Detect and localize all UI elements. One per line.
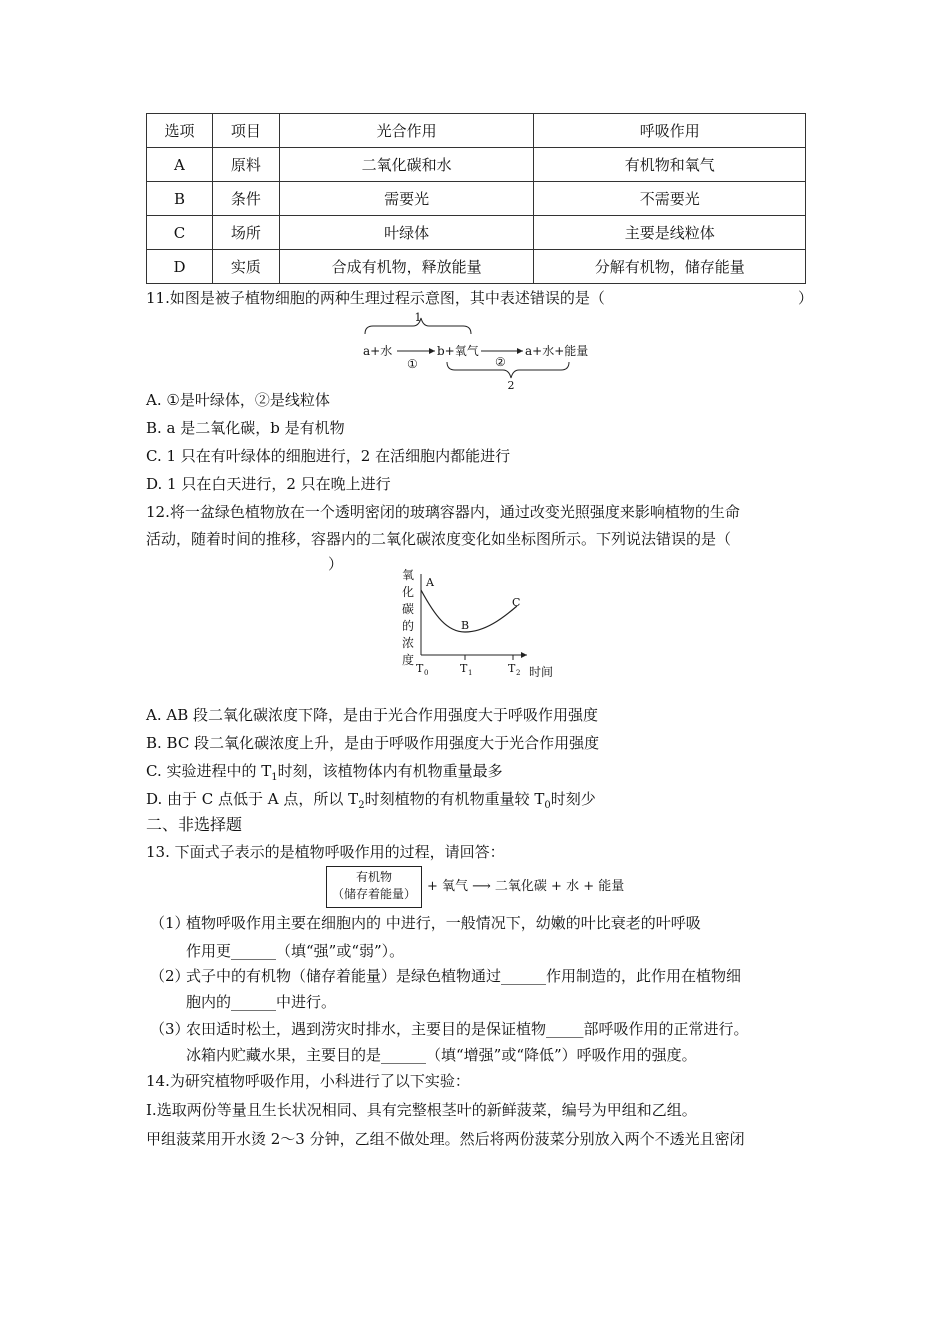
ylabel-char: 浓 — [402, 636, 415, 650]
left-term: a+水 — [363, 344, 393, 358]
q14-step1: Ⅰ.选取两份等量且生长状况相同、具有完整根茎叶的新鲜菠菜，编号为甲组和乙组。 — [146, 1101, 697, 1119]
q11-process-diagram — [355, 310, 595, 392]
table-row — [147, 182, 806, 216]
table-cell: 有机物和氧气 — [534, 148, 806, 182]
table-cell: 场所 — [212, 216, 279, 250]
table-header-row — [147, 114, 806, 148]
q11-option-c: C. 1 只在有叶绿体的细胞进行，2 在活细胞内都能进行 — [146, 447, 511, 465]
point-a-label: A — [426, 576, 434, 589]
tick-label-t0-sub: 0 — [424, 669, 429, 677]
table-cell: D — [147, 250, 213, 284]
equation-box — [326, 866, 422, 908]
q12-option-d-sub: 2 — [358, 800, 365, 811]
q12-option-d-pre: D. 由于 C 点低于 A 点，所以 T — [146, 790, 359, 808]
q13-sub2-line2: 胞内的______中进行。 — [186, 993, 337, 1011]
q11-option-d: D. 1 只在白天进行，2 只在晚上进行 — [146, 475, 391, 493]
q13-sub1-line2: 作用更______（填“强”或“弱”）。 — [186, 942, 405, 960]
table-row — [147, 216, 806, 250]
table-cell: C — [147, 216, 213, 250]
q12-option-b: B. BC 段二氧化碳浓度上升，是由于呼吸作用强度大于光合作用强度 — [146, 734, 600, 752]
q13-sub1-num: （1） — [150, 914, 190, 932]
q11-stem: 11.如图是被子植物细胞的两种生理过程示意图，其中表述错误的是（ — [146, 289, 605, 307]
table-cell: 需要光 — [279, 182, 534, 216]
brace-2 — [447, 362, 569, 378]
mid-term: b+氧气 — [437, 344, 479, 358]
q12-option-d — [146, 789, 596, 816]
comparison-table — [146, 113, 806, 284]
co2-graph — [395, 566, 570, 684]
equation-rest: + 氧气 ⟶ 二氧化碳 + 水 + 能量 — [427, 879, 625, 894]
tick-label-t2: T — [508, 662, 516, 675]
table-header: 呼吸作用 — [534, 114, 806, 148]
q12-option-c-sub: 1 — [271, 772, 278, 783]
q11-option-b: B. a 是二氧化碳，b 是有机物 — [146, 419, 345, 437]
table-row — [147, 148, 806, 182]
table-header: 光合作用 — [279, 114, 534, 148]
q12-option-c-pre: C. 实验进程中的 T — [146, 762, 272, 780]
arrow-2-head — [517, 348, 523, 354]
q13-sub3-line1: 农田适时松土，遇到涝灾时排水，主要目的是保证植物_____部呼吸作用的正常进行。 — [186, 1020, 749, 1038]
ylabel-char: 碳 — [402, 602, 415, 616]
q13-sub2-line1: 式子中的有机物（储存着能量）是绿色植物通过______作用制造的，此作用在植物细 — [186, 967, 742, 985]
table-header: 项目 — [212, 114, 279, 148]
q12-option-d-sub2: 0 — [544, 800, 551, 811]
tick-label-t1: T — [460, 662, 468, 675]
ylabel-char: 的 — [402, 619, 415, 633]
label-2: 2 — [507, 379, 515, 392]
right-term: a+水+能量 — [525, 344, 589, 358]
table-cell: 二氧化碳和水 — [279, 148, 534, 182]
q12-stem-line2: 活动，随着时间的推移，容器内的二氧化碳浓度变化如坐标图所示。下列说法错误的是（ — [146, 530, 732, 548]
table-cell: 原料 — [212, 148, 279, 182]
arrow-2-label: ② — [495, 355, 506, 369]
table-cell: A — [147, 148, 213, 182]
equation-box-line1: 有机物 — [355, 870, 392, 884]
table-cell: 分解有机物，储存能量 — [534, 250, 806, 284]
table-cell: 主要是线粒体 — [534, 216, 806, 250]
equation-box-line2: （储存着能量） — [331, 887, 416, 901]
q13-sub2-num: （2） — [150, 967, 190, 985]
table-header: 选项 — [147, 114, 213, 148]
table-cell: 实质 — [212, 250, 279, 284]
point-b-label: B — [461, 619, 470, 632]
table-cell: B — [147, 182, 213, 216]
point-c-label: C — [512, 596, 521, 609]
section-heading: 二、非选择题 — [146, 815, 243, 834]
q13-sub1-line1: 植物呼吸作用主要在细胞内的 中进行，一般情况下，幼嫩的叶比衰老的叶呼吸 — [186, 914, 701, 932]
q12-option-d-post: 时刻少 — [550, 790, 596, 808]
x-axis-arrow — [521, 652, 527, 658]
x-axis-label: 时间 — [529, 665, 554, 679]
table-cell: 不需要光 — [534, 182, 806, 216]
q11-paren-close: ） — [798, 289, 814, 307]
q14-stem: 14.为研究植物呼吸作用，小科进行了以下实验： — [146, 1072, 470, 1090]
q12-option-d-mid: 时刻植物的有机物重量较 T — [364, 790, 545, 808]
q12-stem-line1: 12.将一盆绿色植物放在一个透明密闭的玻璃容器内，通过改变光照强度来影响植物的生命 — [146, 503, 740, 521]
q13-stem: 13. 下面式子表示的是植物呼吸作用的过程，请回答： — [146, 843, 505, 861]
table-cell: 合成有机物，释放能量 — [279, 250, 534, 284]
tick-label-t1-sub: 1 — [468, 669, 473, 677]
tick-label-t2-sub: 2 — [516, 669, 521, 677]
ylabel-char: 氧 — [402, 568, 415, 582]
q13-sub3-line2: 冰箱内贮藏水果，主要目的是______（填“增强”或“降低”）呼吸作用的强度。 — [186, 1046, 697, 1064]
ylabel-char: 度 — [402, 653, 415, 667]
tick-label-t0: T — [416, 662, 424, 675]
q13-sub3-num: （3） — [150, 1020, 190, 1038]
table-row — [147, 250, 806, 284]
q12-option-a: A. AB 段二氧化碳浓度下降，是由于光合作用强度大于呼吸作用强度 — [146, 706, 598, 724]
q12-option-c-post: 时刻，该植物体内有机物重量最多 — [277, 762, 503, 780]
table-cell: 叶绿体 — [279, 216, 534, 250]
q12-stem-line3: ） — [328, 555, 344, 573]
ylabel-char: 化 — [402, 585, 415, 599]
arrow-1-head — [429, 348, 435, 354]
label-1: 1 — [414, 311, 422, 324]
q11-option-a: A. ①是叶绿体，②是线粒体 — [146, 391, 330, 409]
table-cell: 条件 — [212, 182, 279, 216]
arrow-1-label: ① — [407, 357, 418, 371]
q14-step1-cont: 甲组菠菜用开水烫 2～3 分钟，乙组不做处理。然后将两份菠菜分别放入两个不透光且密闭 — [146, 1130, 745, 1148]
q12-option-c — [146, 761, 503, 788]
